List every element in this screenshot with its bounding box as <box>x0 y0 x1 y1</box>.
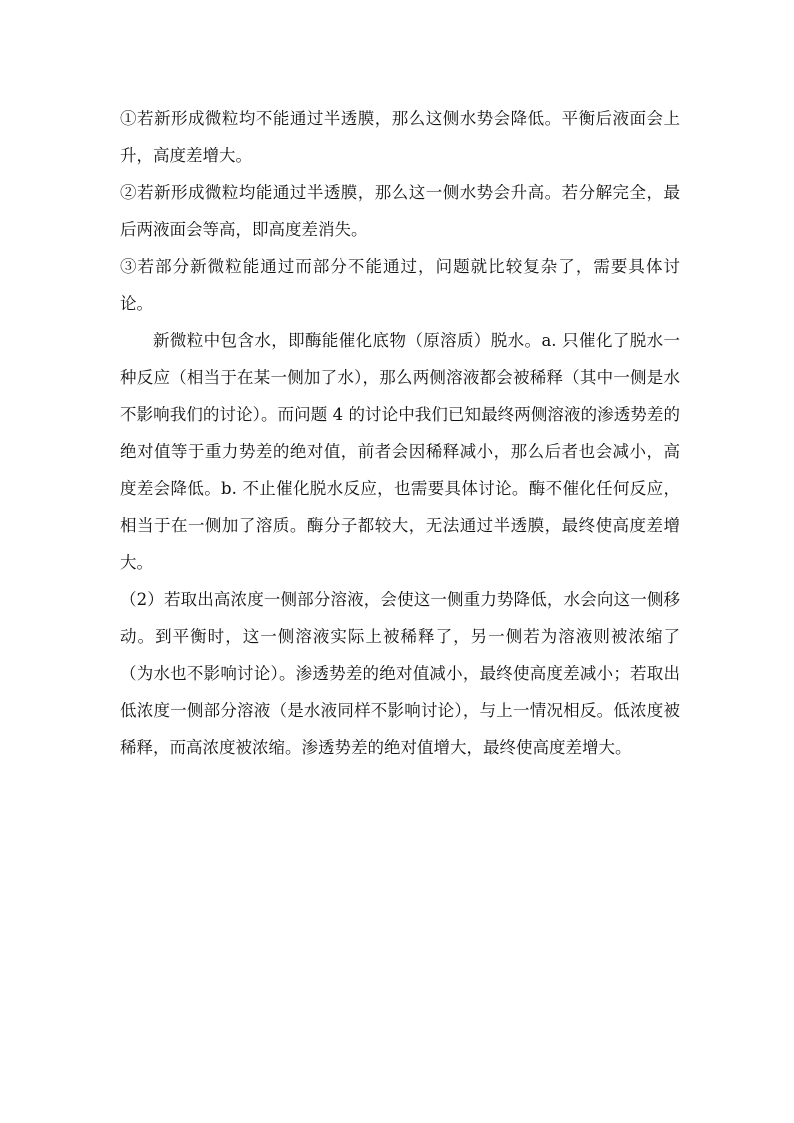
paragraph-dehydration: 新微粒中包含水，即酶能催化底物（原溶质）脱水。a. 只催化了脱水一种反应（相当于在某一侧加了水），那么两侧溶液都会被稀释（其中一侧是水不影响我们的讨论）。而问题 4 的讨论中我们已知最终两侧溶液的渗透势差的绝对值等于重力势差的绝对值，前者会因稀释减小，那么后者也会减小，高度差会降低。b. 不止催化脱水反应，也需要具体讨论。酶不催化任何反应，相当于在一侧加了溶质。酶分子都较大，无法通过半透膜，最终使高度差增大。 <box>120 331 680 572</box>
paragraph-case-1: ①若新形成微粒均不能通过半透膜，那么这侧水势会降低。平衡后液面会上升，高度差增大。 <box>120 109 680 165</box>
paragraph-case-3: ③若部分新微粒能通过而部分不能通过，问题就比较复杂了，需要具体讨论。 <box>120 257 680 313</box>
document-body <box>120 100 680 766</box>
paragraph-case-2: ②若新形成微粒均能通过半透膜，那么这一侧水势会升高。若分解完全，最后两液面会等高，即高度差消失。 <box>120 183 680 239</box>
paragraph-question-2: （2）若取出高浓度一侧部分溶液，会使这一侧重力势降低，水会向这一侧移动。到平衡时，这一侧溶液实际上被稀释了，另一侧若为溶液则被浓缩了（为水也不影响讨论）。渗透势差的绝对值减小，最终使高度差减小；若取出低浓度一侧部分溶液（是水液同样不影响讨论），与上一情况相反。低浓度被稀释，而高浓度被浓缩。渗透势差的绝对值增大，最终使高度差增大。 <box>120 590 680 757</box>
